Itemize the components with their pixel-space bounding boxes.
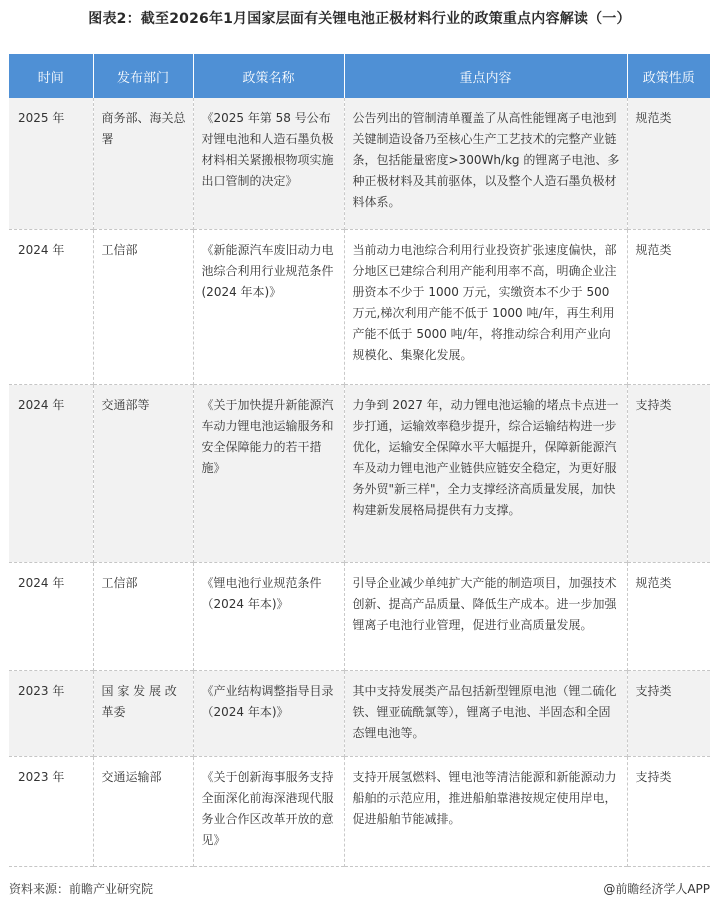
cell-nature: 规范类 [627,562,710,670]
cell-nature: 支持类 [627,670,710,756]
cell-content: 支持开展氢燃料、锂电池等清洁能源和新能源动力船舶的示范应用，推进船舶靠港按规定使用岸电，促进船舶节能减排。 [344,756,627,866]
cell-nature: 支持类 [627,384,710,562]
cell-content: 力争到 2027 年，动力锂电池运输的堵点卡点进一步打通，运输效率稳步提升，综合运输结构进一步优化，运输安全保障水平大幅提升，保障新能源汽车及动力锂电池产业链供应链安全稳定，为更好服务外贸"新三样"，全力支撑经济高质量发展，加快构建新发展格局提供有力支撑。 [344,384,627,562]
source-note: 资料来源：前瞻产业研究院 [9,882,154,896]
cell-policy: 《锂电池行业规范条件（2024 年本)》 [193,562,344,670]
cell-dept: 工信部 [93,562,193,670]
cell-dept: 交通部等 [93,384,193,562]
cell-time: 2025 年 [9,98,93,229]
cell-content: 引导企业减少单纯扩大产能的制造项目，加强技术创新、提高产品质量、降低生产成本。进一步加强锂离子电池行业管理，促进行业高质量发展。 [344,562,627,670]
table-row [9,670,710,756]
cell-time: 2023 年 [9,756,93,866]
cell-time: 2024 年 [9,229,93,384]
brand-credit: @前瞻经济学人APP [603,882,710,896]
policy-table [9,54,710,867]
header-time: 时间 [9,54,93,98]
cell-dept: 商务部、海关总署 [93,98,193,229]
table-header-row [9,54,710,98]
table-row [9,229,710,384]
cell-dept: 工信部 [93,229,193,384]
table-row [9,98,710,229]
cell-dept: 国 家 发 展 改革委 [93,670,193,756]
cell-nature: 规范类 [627,98,710,229]
header-nature: 政策性质 [627,54,710,98]
page-title: 图表2：截至2026年1月国家层面有关锂电池正极材料行业的政策重点内容解读（一） [88,11,631,27]
cell-nature: 规范类 [627,229,710,384]
cell-content: 当前动力电池综合利用行业投资扩张速度偏快，部分地区已建综合利用产能利用率不高，明确企业注册资本不少于 1000 万元，实缴资本不少于 500 万元,梯次利用产能不低于 1000 吨/年，再生利用产能不低于 5000 吨/年，将推动综合利用产业向规模化、集聚化发展。 [344,229,627,384]
cell-time: 2024 年 [9,562,93,670]
table-row [9,562,710,670]
cell-content: 公告列出的管制清单覆盖了从高性能锂离子电池到关键制造设备乃至核心生产工艺技术的完整产业链条，包括能量密度>300Wh/kg 的锂离子电池、多种正极材料及其前驱体，以及整个人造石墨负极材料体系。 [344,98,627,229]
cell-policy: 《关于创新海事服务支持全面深化前海深港现代服务业合作区改革开放的意见》 [193,756,344,866]
cell-time: 2023 年 [9,670,93,756]
header-policy: 政策名称 [193,54,344,98]
cell-time: 2024 年 [9,384,93,562]
cell-policy: 《2025 年第 58 号公布对锂电池和人造石墨负极材料相关紧搬根物项实施出口管制的决定》 [193,98,344,229]
cell-dept: 交通运输部 [93,756,193,866]
header-dept: 发布部门 [93,54,193,98]
cell-policy: 《关于加快提升新能源汽车动力锂电池运输服务和安全保障能力的若干措施》 [193,384,344,562]
cell-policy: 《产业结构调整指导目录（2024 年本)》 [193,670,344,756]
table-row [9,384,710,562]
table-row [9,756,710,866]
cell-nature: 支持类 [627,756,710,866]
cell-content: 其中支持发展类产品包括新型锂原电池（锂二硫化铁、锂亚硫酰氯等），锂离子电池、半固态和全固态锂电池等。 [344,670,627,756]
header-content: 重点内容 [344,54,627,98]
cell-policy: 《新能源汽车废旧动力电池综合利用行业规范条件(2024 年本)》 [193,229,344,384]
